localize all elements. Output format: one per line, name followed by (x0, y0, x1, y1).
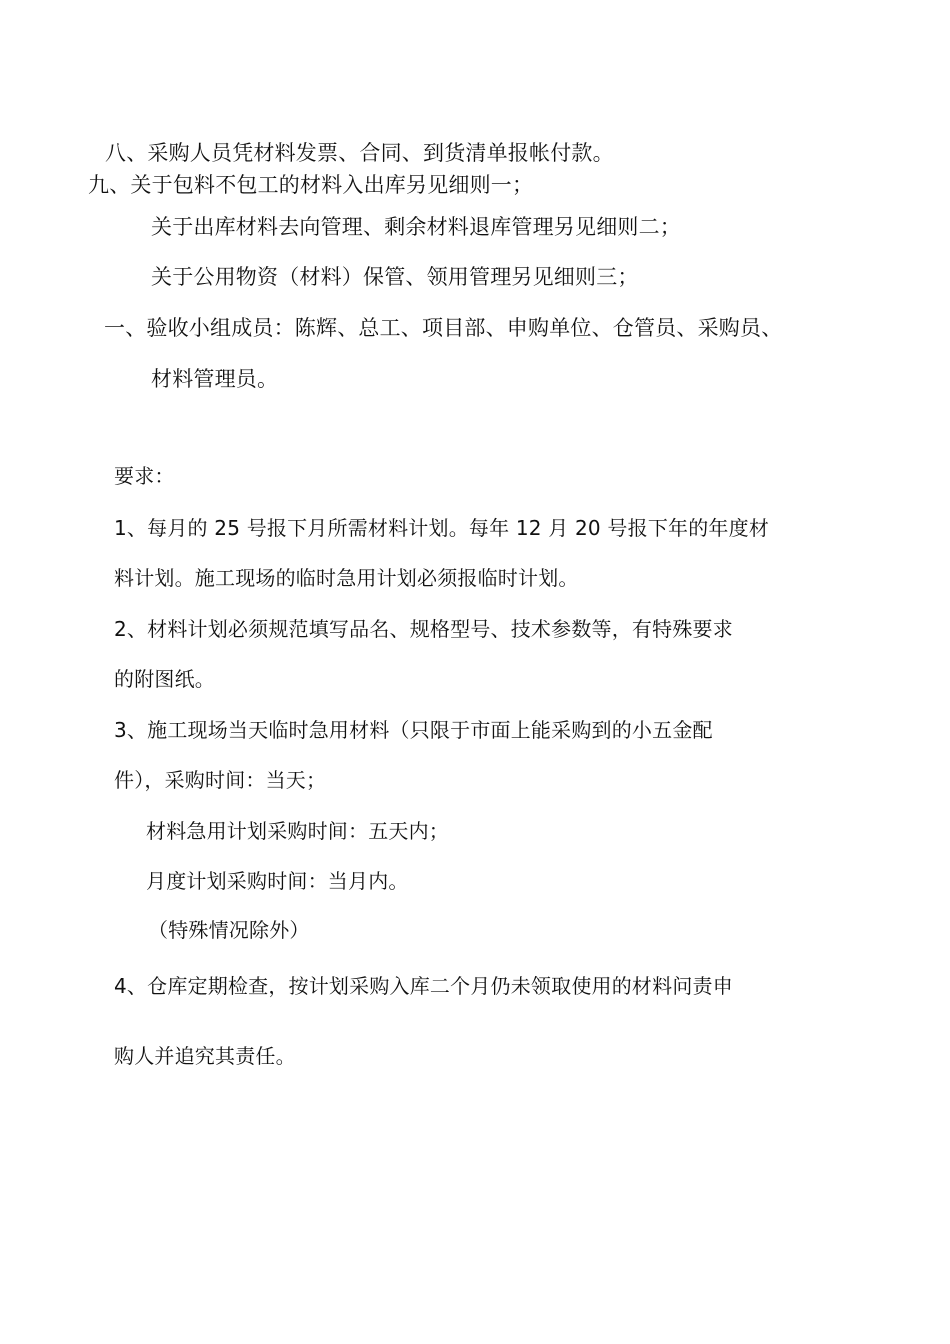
requirement-3-line-5: （特殊情况除外） (148, 918, 310, 942)
requirement-3-line-3: 材料急用计划采购时间：五天内； (146, 819, 449, 843)
requirements-heading: 要求： (114, 464, 175, 488)
requirement-3-line-1: 3、施工现场当天临时急用材料（只限于市面上能采购到的小五金配 (114, 718, 713, 742)
requirement-1-line-1: 1、每月的 25 号报下月所需材料计划。每年 12 月 20 号报下年的年度材 (114, 516, 770, 540)
clause-8: 八、采购人员凭材料发票、合同、到货清单报帐付款。 (105, 141, 614, 165)
requirement-3-line-2: 件），采购时间：当天； (114, 768, 327, 792)
clause-1-line-2: 材料管理员。 (151, 367, 279, 391)
requirement-3-line-4: 月度计划采购时间：当月内。 (146, 869, 409, 893)
requirement-2-line-2: 的附图纸。 (114, 667, 215, 691)
requirement-4-line-1: 4、仓库定期检查，按计划采购入库二个月仍未领取使用的材料问责申 (114, 974, 733, 998)
clause-1-line-1: 一、验收小组成员：陈辉、总工、项目部、申购单位、仓管员、采购员、 (104, 316, 783, 340)
requirement-2-line-1: 2、材料计划必须规范填写品名、规格型号、技术参数等，有特殊要求 (114, 617, 733, 641)
clause-9-sub-1: 关于出库材料去向管理、剩余材料退库管理另见细则二； (151, 215, 681, 239)
requirement-1-line-2: 料计划。施工现场的临时急用计划必须报临时计划。 (114, 566, 579, 590)
clause-9: 九、关于包料不包工的材料入出库另见细则一； (88, 173, 534, 197)
requirement-4-line-2: 购人并追究其责任。 (114, 1044, 296, 1068)
clause-9-sub-2: 关于公用物资（材料）保管、领用管理另见细则三； (151, 265, 639, 289)
